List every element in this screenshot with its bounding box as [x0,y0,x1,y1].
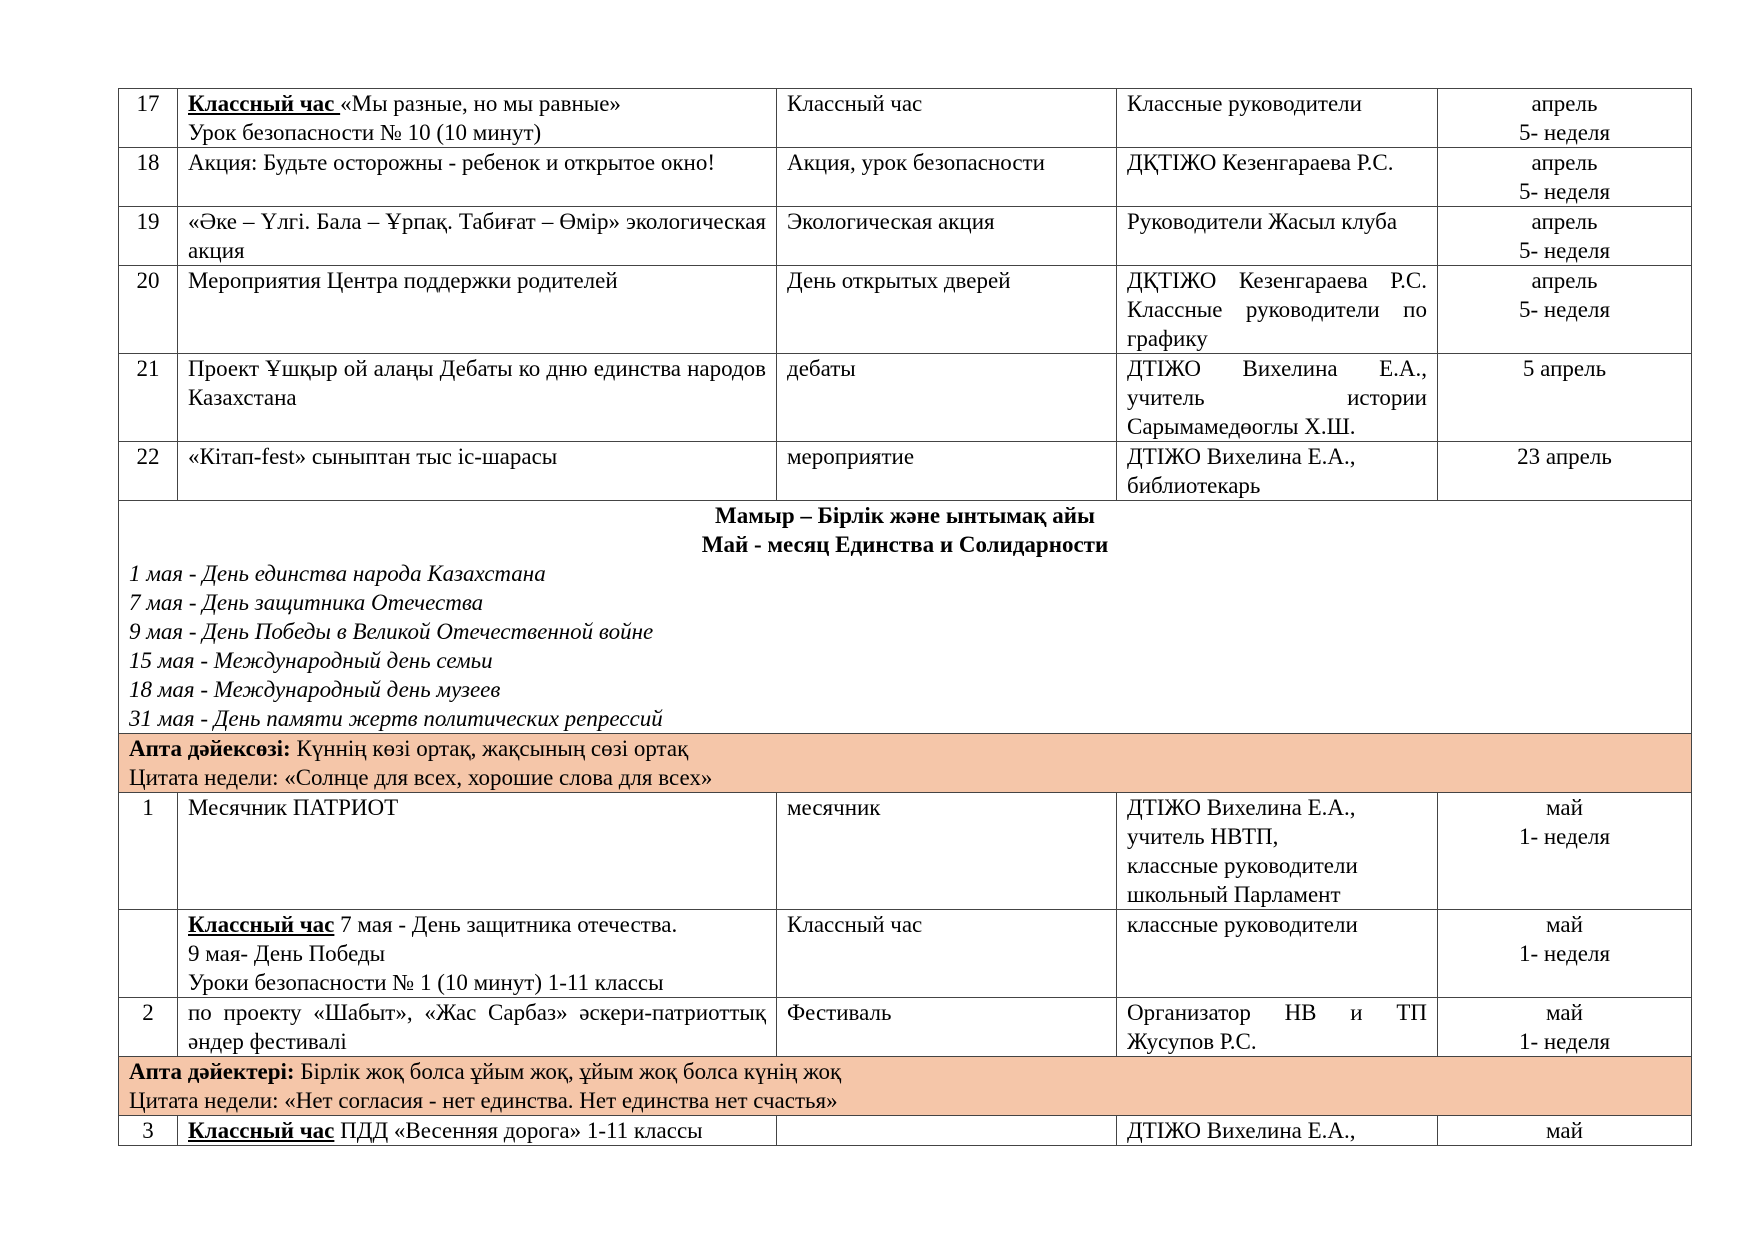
form-cell: Экологическая акция [777,207,1117,266]
table-row [119,148,1692,207]
event-text: Урок безопасности № 10 (10 минут) [188,120,542,145]
date-month: апрель [1531,268,1598,293]
table-row [119,793,1692,910]
month-cell [119,501,1692,734]
form-cell: Акция, урок безопасности [777,148,1117,207]
row-number: 2 [119,998,178,1057]
form-cell: дебаты [777,354,1117,442]
row-number: 18 [119,148,178,207]
event-cell: Месячник ПАТРИОТ [178,793,777,910]
form-cell [777,1116,1117,1146]
holiday-item: 31 мая - День памяти жертв политических репрессий [129,706,663,731]
table-row [119,998,1692,1057]
responsible-line: ДТІЖО Вихелина Е.А., [1127,795,1356,820]
month-title-kz: Мамыр – Бірлік және ынтымақ айы [714,503,1096,528]
responsible-cell [1117,793,1438,910]
date-month: апрель [1531,91,1598,116]
holiday-item: 1 мая - День единства народа Казахстана [129,561,546,586]
responsible-cell: Организатор НВ и ТП Жусупов Р.С. [1117,998,1438,1057]
date-month: май [1546,912,1583,937]
row-number: 19 [119,207,178,266]
row-number: 20 [119,266,178,354]
table-row [119,89,1692,148]
table-row [119,266,1692,354]
row-number: 22 [119,442,178,501]
form-cell: Фестиваль [777,998,1117,1057]
date-cell: 5 апрель [1438,354,1692,442]
month-title-ru: Май - месяц Единства и Солидарности [701,532,1109,557]
date-week: 5- неделя [1518,179,1611,204]
event-cell: «Кітап-fest» сыныптан тыс іс-шарасы [178,442,777,501]
quote-row [119,734,1692,793]
responsible-cell: ДТІЖО Вихелина Е.А., учитель истории Сарымамедөоглы Х.Ш. [1117,354,1438,442]
event-cell [178,1116,777,1146]
responsible-cell: ДҚТІЖО Кезенгараева Р.С. [1117,148,1438,207]
responsible-line: ДТІЖО Вихелина Е.А., [1127,444,1356,469]
quote-cell [119,734,1692,793]
date-month: май [1546,1000,1583,1025]
month-section [119,501,1692,734]
responsible-line: классные руководители [1127,853,1358,878]
date-week: 1- неделя [1518,1029,1611,1054]
event-text: «Мы разные, но мы равные» [340,91,621,116]
date-week: 5- неделя [1518,120,1611,145]
form-cell: Классный час [777,89,1117,148]
row-number: 17 [119,89,178,148]
date-cell [1438,89,1692,148]
row-number: 3 [119,1116,178,1146]
quote-text-kz: Күннің көзі ортақ, жақсының сөзі ортақ [290,736,689,761]
date-cell: май [1438,1116,1692,1146]
table-row [119,442,1692,501]
event-title-bold: Классный час [188,91,341,116]
holiday-item: 9 мая - День Победы в Великой Отечественной войне [129,619,654,644]
event-title-bold: Классный час [188,912,335,937]
quote-text-ru: Цитата недели: «Солнце для всех, хорошие слова для всех» [129,765,713,790]
events-table [118,88,1692,1146]
form-cell: День открытых дверей [777,266,1117,354]
quote-text-kz: Бірлік жоқ болса ұйым жоқ, ұйым жоқ болса күнің жоқ [294,1059,842,1084]
holiday-item: 7 мая - День защитника Отечества [129,590,484,615]
holiday-item: 15 мая - Международный день семьи [129,648,493,673]
holiday-item: 18 мая - Международный день музеев [129,677,501,702]
date-week: 5- неделя [1518,238,1611,263]
form-cell: месячник [777,793,1117,910]
date-month: апрель [1531,209,1598,234]
event-cell: по проекту «Шабыт», «Жас Сарбаз» әскери-патриоттық әндер фестивалі [178,998,777,1057]
date-cell [1438,998,1692,1057]
row-number [119,910,178,998]
responsible-line: библиотекарь [1127,473,1261,498]
table-row [119,354,1692,442]
quote-label: Апта дәйектері: [129,1059,295,1084]
responsible-line: школьный Парламент [1127,882,1341,907]
date-cell: 23 апрель [1438,442,1692,501]
date-cell [1438,148,1692,207]
table-row [119,910,1692,998]
responsible-line: учитель НВТП, [1127,824,1279,849]
event-cell: Мероприятия Центра поддержки родителей [178,266,777,354]
event-cell: Проект Ұшқыр ой алаңы Дебаты ко дню единства народов Казахстана [178,354,777,442]
event-text: ПДД «Весенняя дорога» 1-11 классы [334,1118,703,1143]
date-week: 1- неделя [1518,941,1611,966]
event-cell: Акция: Будьте осторожны - ребенок и открытое окно! [178,148,777,207]
event-cell [178,89,777,148]
event-title-bold: Классный час [188,1118,335,1143]
responsible-cell: ДҚТІЖО Кезенгараева Р.С. Классные руководители по графику [1117,266,1438,354]
quote-text-ru: Цитата недели: «Нет согласия - нет единства. Нет единства нет счастья» [129,1088,838,1113]
form-cell: Классный час [777,910,1117,998]
event-text: 9 мая- День Победы [188,941,386,966]
date-cell [1438,910,1692,998]
table-row [119,207,1692,266]
date-month: апрель [1531,150,1598,175]
responsible-cell [1117,442,1438,501]
table-row [119,1116,1692,1146]
responsible-cell: Классные руководители [1117,89,1438,148]
quote-label: Апта дәйексөзі: [129,736,291,761]
date-cell [1438,266,1692,354]
event-cell [178,910,777,998]
quote-cell [119,1057,1692,1116]
date-cell [1438,207,1692,266]
row-number: 1 [119,793,178,910]
date-week: 5- неделя [1518,297,1611,322]
date-cell [1438,793,1692,910]
responsible-cell: Руководители Жасыл клуба [1117,207,1438,266]
date-week: 1- неделя [1518,824,1611,849]
quote-row [119,1057,1692,1116]
responsible-cell: классные руководители [1117,910,1438,998]
form-cell: мероприятие [777,442,1117,501]
responsible-cell: ДТІЖО Вихелина Е.А., [1117,1116,1438,1146]
row-number: 21 [119,354,178,442]
event-cell: «Әке – Үлгі. Бала – Ұрпақ. Табиғат – Өмір» экологическая акция [178,207,777,266]
event-text: Уроки безопасности № 1 (10 минут) 1-11 классы [188,970,664,995]
date-month: май [1546,795,1583,820]
event-text: 7 мая - День защитника отечества. [334,912,678,937]
